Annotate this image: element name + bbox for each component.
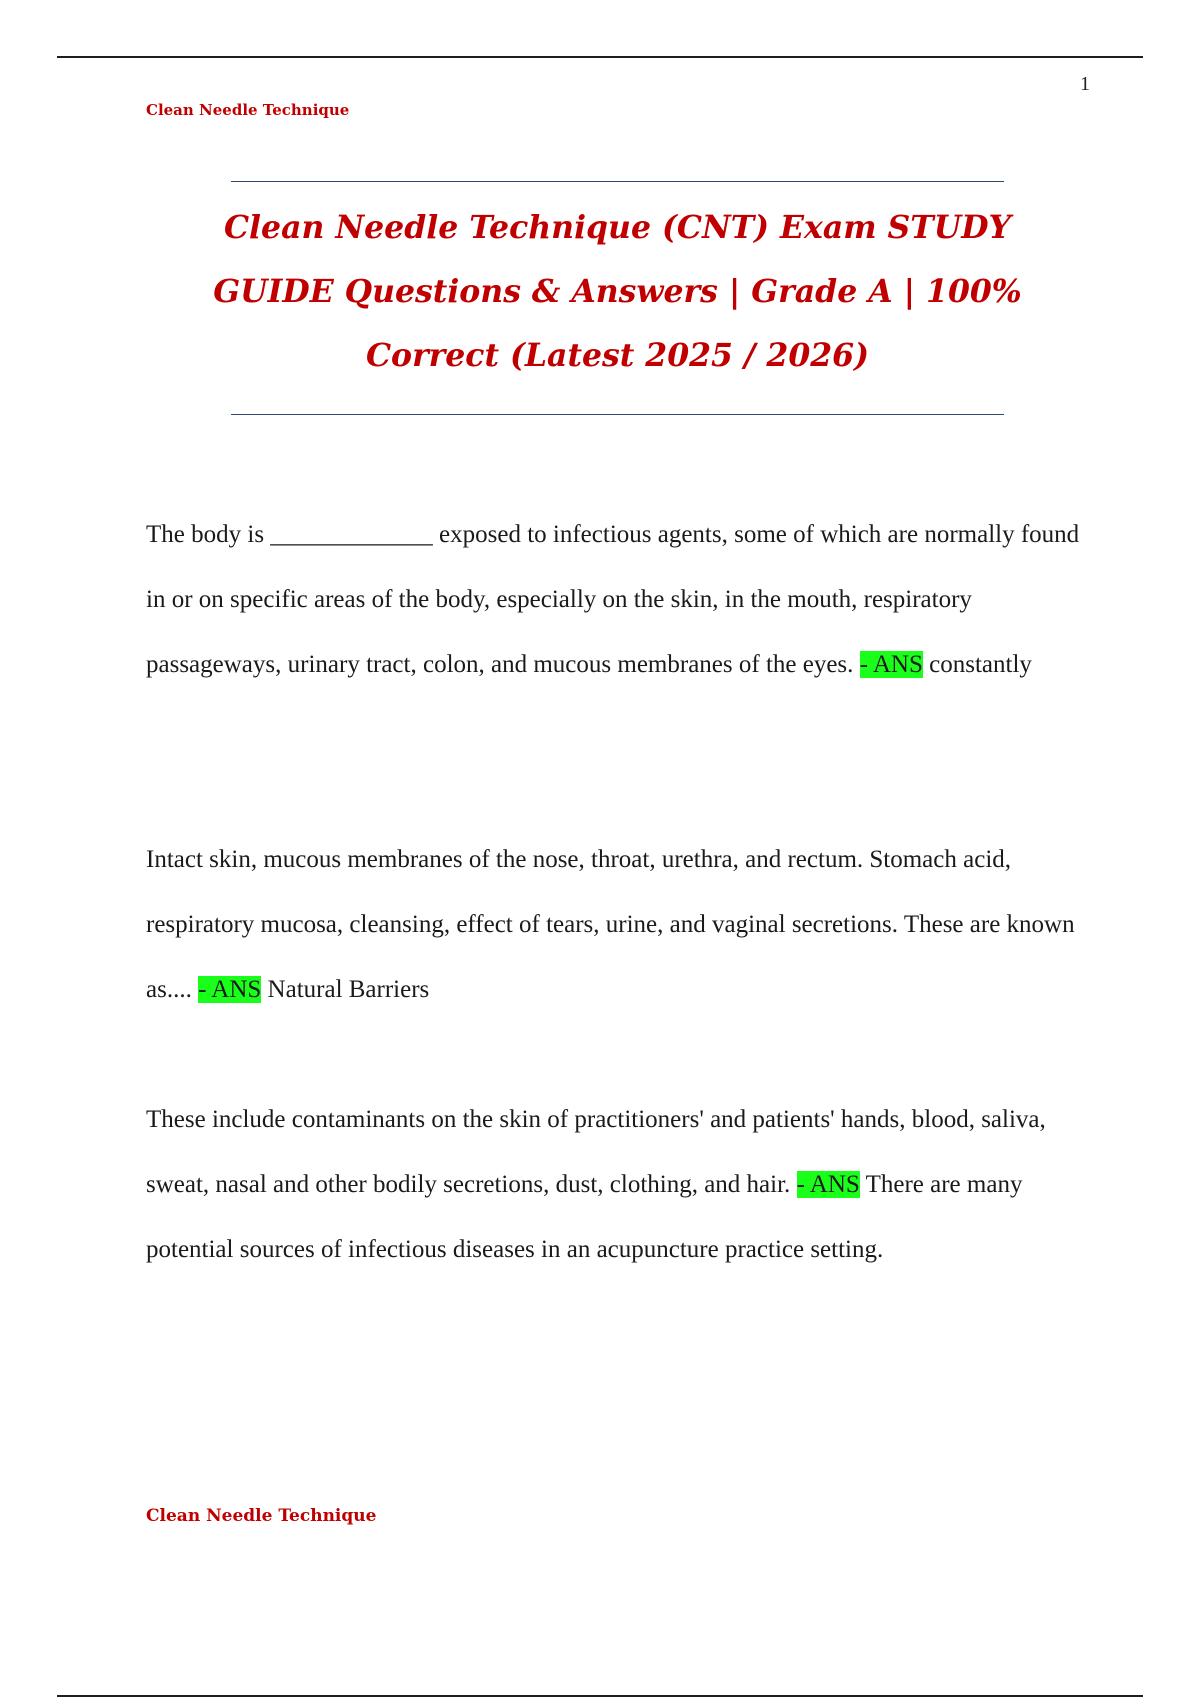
title-rule-upper [231,181,1004,182]
top-rule [57,56,1143,58]
question-block-2 [146,827,1091,1022]
running-header: Clean Needle Technique [146,101,350,119]
answer-text: Natural Barriers [267,976,430,1003]
bottom-rule [57,1695,1143,1697]
question-text: These include contaminants on the skin of practitioners' and patients' hands, blood, saliva, sweat, nasal and other bodily secretions, dust, clothing, and hair. [146,1106,1046,1198]
answer-marker: - ANS [796,1171,860,1198]
title-rule-lower [231,414,1004,415]
answer-text: constantly [929,651,1032,678]
question-text: Intact skin, mucous membranes of the nose, throat, urethra, and rectum. Stomach acid, respiratory mucosa, cleansing, effect of tears, urine, and vaginal secretions. These are known as.... [146,846,1075,1003]
question-block-3 [146,1087,1091,1282]
question-text: The body is _____________ exposed to infectious agents, some of which are normally found in or on specific areas of the body, especially on the skin, in the mouth, respiratory passageways, urinary tract, colon, and mucous membranes of the eyes. [146,521,1080,678]
question-block-1 [146,502,1091,697]
running-footer: Clean Needle Technique [146,1506,377,1526]
answer-text: There are many potential sources of infectious diseases in an acupuncture practice setting. [146,1171,1023,1263]
document-title: Clean Needle Technique (CNT) Exam STUDY GUIDE Questions & Answers | Grade A | 100% Correct (Latest 2025 / 2026) [213,209,1022,374]
answer-marker: - ANS [859,651,923,678]
page-number: 1 [1080,73,1090,95]
answer-marker: - ANS [198,976,262,1003]
